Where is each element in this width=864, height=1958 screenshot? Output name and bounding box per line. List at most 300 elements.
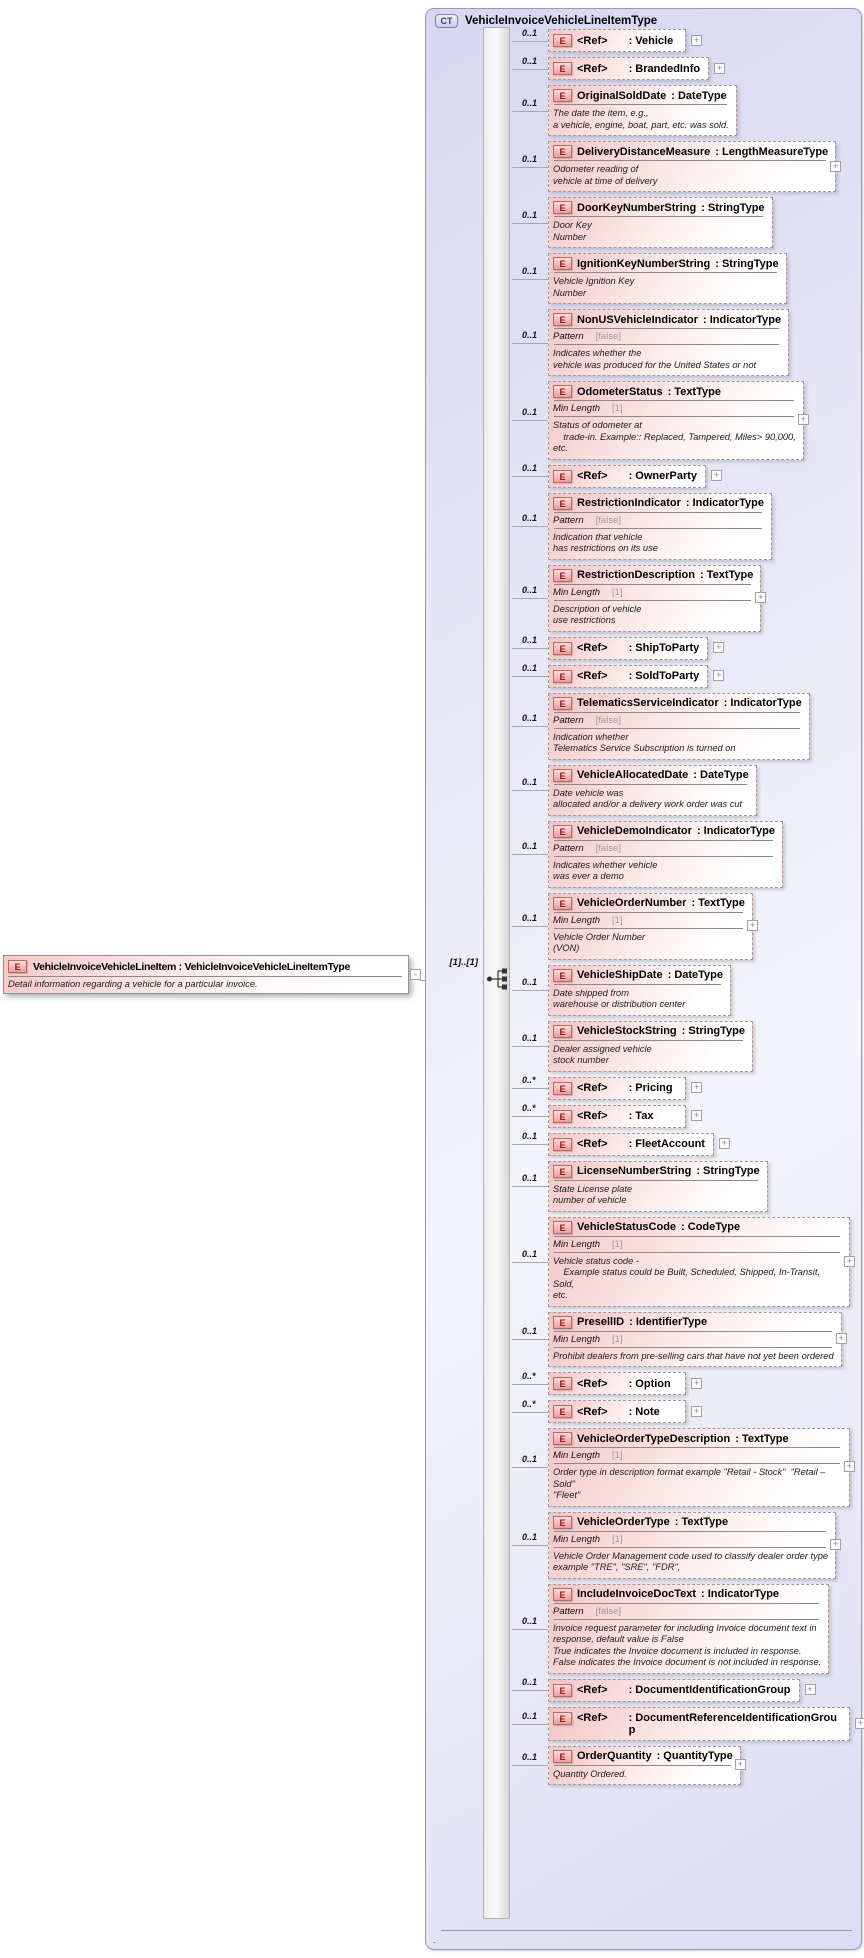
element-row: [512, 893, 753, 960]
element-header: [553, 1082, 677, 1095]
root-element-annotation: Detail information regarding a vehicle for a particular invoice.: [8, 979, 258, 989]
expand-button[interactable]: +: [691, 1406, 702, 1417]
element-header: [553, 1025, 745, 1038]
element-box[interactable]: [548, 493, 772, 560]
head-separator: [554, 912, 743, 913]
facet-value: [false]: [595, 514, 621, 526]
facet-label: Pattern: [553, 331, 584, 342]
head-separator: [554, 984, 721, 985]
cardinality-label: 0..1: [522, 663, 538, 673]
connector-line: [512, 167, 548, 168]
connector-line: [512, 420, 548, 421]
facet-value: [1]: [612, 1333, 623, 1345]
element-annotation: Indicates whether vehicle was ever a demo: [553, 859, 658, 881]
element-box[interactable]: [548, 1584, 829, 1674]
head-separator: [554, 1331, 832, 1332]
element-row: [512, 197, 773, 248]
element-box[interactable]: [548, 821, 783, 888]
element-type: : IndicatorType: [696, 825, 775, 837]
cardinality-label: 0..1: [522, 1677, 538, 1687]
facet-value: [1]: [612, 1450, 623, 1461]
element-badge: E: [553, 670, 572, 683]
element-type: : TextType: [691, 897, 745, 909]
element-box[interactable]: [548, 85, 737, 136]
element-name: <Ref>: [577, 1138, 608, 1150]
root-element-title: VehicleInvoiceVehicleLineItem : VehicleInvoiceVehicleLineItemType: [33, 960, 351, 973]
element-box[interactable]: [548, 141, 839, 192]
element-badge: E: [553, 385, 572, 398]
facet-row: [553, 1534, 828, 1545]
head-separator: [554, 712, 800, 713]
cardinality-label: 0..1: [522, 1033, 538, 1043]
facet-row: [553, 915, 745, 926]
facet-separator: [554, 1547, 826, 1548]
element-row: [512, 1021, 753, 1072]
element-type: : DateType: [667, 969, 724, 981]
element-row: [512, 1707, 864, 1741]
element-row: [512, 693, 810, 760]
element-name: <Ref>: [577, 1082, 608, 1094]
element-row: [512, 965, 731, 1016]
expand-button[interactable]: +: [713, 670, 724, 681]
element-row: [512, 253, 787, 304]
element-box[interactable]: [548, 381, 804, 460]
element-box[interactable]: [548, 1746, 741, 1786]
element-box[interactable]: [548, 765, 757, 816]
element-box[interactable]: [548, 1161, 768, 1212]
element-annotation: Vehicle Order Number (VON): [553, 931, 646, 953]
element-box[interactable]: [548, 965, 731, 1016]
element-type: : StringType: [681, 1025, 746, 1037]
element-row: [512, 1584, 829, 1674]
connector-line: [512, 111, 548, 112]
element-box[interactable]: [548, 1428, 853, 1507]
element-box[interactable]: [548, 309, 789, 376]
element-header: [553, 34, 677, 47]
complex-type-box[interactable]: [425, 8, 862, 1950]
root-element-box[interactable]: [3, 955, 417, 994]
element-type: : StringType: [696, 1165, 760, 1177]
cardinality-label: 0..1: [522, 841, 538, 851]
element-row: [512, 141, 839, 192]
facet-label: Min Length: [553, 1450, 601, 1461]
cardinality-label: 0..*: [522, 1103, 536, 1113]
cardinality-label: 0..*: [522, 1370, 536, 1381]
element-box[interactable]: [548, 665, 722, 688]
element-row: [512, 635, 722, 660]
head-separator: [554, 584, 751, 585]
element-name: LicenseNumberString: [577, 1165, 692, 1177]
element-badge: E: [553, 497, 572, 510]
expand-button[interactable]: +: [836, 1333, 847, 1344]
head-separator: [554, 328, 779, 329]
expand-button[interactable]: +: [805, 1684, 816, 1695]
facet-label: Min Length: [553, 914, 601, 926]
element-type: : Tax: [628, 1110, 654, 1122]
expand-button[interactable]: +: [735, 1759, 746, 1770]
element-box[interactable]: [548, 1512, 839, 1579]
element-badge: E: [553, 34, 572, 47]
element-name: VehicleStockString: [577, 1025, 677, 1037]
connector-line: [512, 1467, 548, 1468]
facet-separator: [554, 1252, 840, 1253]
head-separator: [554, 1447, 840, 1448]
element-badge: E: [553, 1405, 572, 1418]
element-row: [512, 1512, 839, 1579]
facet-label: Pattern: [553, 714, 584, 726]
element-box[interactable]: [548, 1707, 864, 1741]
expand-button[interactable]: +: [747, 920, 758, 931]
element-name: <Ref>: [577, 642, 608, 654]
cardinality-label: 0..1: [522, 1454, 538, 1465]
cardinality-label: 0..1: [522, 55, 538, 66]
element-header: [553, 769, 749, 782]
element-annotation: Vehicle Order Management code used to classify dealer order type example "TRE", "SRE", "FDR",: [553, 1550, 829, 1572]
element-box[interactable]: [548, 1105, 700, 1128]
element-box[interactable]: [548, 693, 810, 760]
element-annotation: State License plate number of vehicle: [553, 1183, 633, 1205]
facet-row: [553, 1239, 842, 1250]
expand-button[interactable]: +: [798, 414, 809, 425]
ct-badge: CT: [435, 14, 458, 28]
root-element-header: [8, 960, 402, 973]
element-badge: E: [553, 1165, 572, 1178]
element-badge: E: [553, 697, 572, 710]
cardinality-label: 0..1: [522, 329, 538, 340]
cardinality-label: 0..1: [522, 635, 538, 645]
element-header: [553, 1138, 705, 1151]
element-row: [512, 463, 720, 488]
element-box[interactable]: [548, 57, 723, 80]
cardinality-label: 0..1: [522, 153, 538, 164]
element-name: VehicleAllocatedDate: [577, 769, 689, 781]
element-name: IncludeInvoiceDocText: [577, 1588, 696, 1600]
facet-value: [1]: [612, 1533, 623, 1545]
element-name: VehicleStatusCode: [577, 1221, 677, 1233]
element-row: [512, 1677, 813, 1702]
connector-line: [512, 41, 548, 42]
element-header: [553, 825, 775, 838]
expand-button[interactable]: +: [691, 35, 702, 46]
facet-row: [553, 587, 753, 598]
facet-value: [false]: [595, 1605, 621, 1617]
element-name: OriginalSoldDate: [577, 89, 667, 102]
facet-row: [553, 1606, 821, 1617]
element-row: [512, 1312, 842, 1368]
element-row: [512, 565, 764, 632]
element-header: [553, 1221, 842, 1234]
cardinality-label: 0..1: [522, 977, 538, 987]
element-badge: E: [553, 825, 572, 838]
cardinality-label: 0..*: [522, 1398, 536, 1409]
expand-button[interactable]: +: [711, 470, 722, 481]
element-header: [553, 969, 723, 982]
element-name: <Ref>: [577, 34, 608, 47]
connector-line: [512, 1339, 548, 1340]
cardinality-label: 0..1: [522, 1532, 538, 1542]
element-row: [512, 1428, 853, 1507]
cardinality-label: 0..1: [522, 97, 538, 108]
element-header: [553, 497, 764, 510]
element-row: [512, 55, 723, 80]
cardinality-label: 0..1: [522, 1326, 538, 1337]
element-badge: E: [553, 257, 572, 270]
head-separator: [554, 840, 773, 841]
cardinality-label: 0..1: [522, 513, 538, 523]
cardinality-label: 0..1: [522, 1615, 538, 1626]
connector-line: [512, 1629, 548, 1630]
connector-line: [512, 223, 548, 224]
cardinality-label: 0..1: [522, 1752, 538, 1763]
connector-line: [512, 790, 548, 791]
expand-button[interactable]: +: [844, 1461, 855, 1472]
element-badge: E: [553, 313, 572, 326]
element-name: <Ref>: [577, 62, 608, 75]
element-type: : Vehicle: [628, 34, 674, 47]
element-type: : OwnerParty: [628, 470, 698, 482]
element-badge: E: [553, 969, 572, 982]
element-annotation: Indication whether Telematics Service Subscription is turned on: [553, 731, 736, 753]
head-separator: [554, 160, 826, 161]
element-badge: E: [553, 1516, 572, 1529]
facet-row: [553, 1450, 842, 1461]
element-box[interactable]: [548, 29, 700, 52]
connector-line: [512, 726, 548, 727]
element-type: : Option: [628, 1377, 671, 1390]
facet-label: Min Length: [553, 403, 601, 414]
facet-label: Min Length: [553, 586, 601, 598]
element-type: : TextType: [735, 1432, 789, 1445]
element-type: : Note: [628, 1405, 660, 1418]
facet-separator: [554, 344, 779, 345]
head-separator: [554, 1603, 819, 1604]
element-badge: E: [553, 470, 572, 483]
connector-line: [512, 1765, 548, 1766]
element-type: : TextType: [674, 1516, 729, 1528]
facet-separator: [554, 1463, 840, 1464]
element-box[interactable]: [548, 1021, 753, 1072]
element-annotation: The date the item, e.g., a vehicle, engine, boat, part, etc. was sold.: [553, 108, 729, 130]
element-annotation: Vehicle status code - Example status could be Built, Scheduled, Shipped, In-Transit, Sold, etc.: [553, 1255, 823, 1300]
element-type: : StringType: [715, 257, 779, 270]
element-type: : IndicatorType: [723, 697, 802, 709]
expand-button[interactable]: +: [855, 1718, 864, 1729]
facet-row: [553, 515, 764, 526]
element-name: VehicleShipDate: [577, 969, 663, 981]
element-badge: E: [553, 897, 572, 910]
expand-button[interactable]: +: [830, 1539, 841, 1550]
element-badge: E: [553, 89, 572, 102]
facet-value: [1]: [612, 586, 623, 598]
element-box[interactable]: [548, 1400, 700, 1423]
element-header: [553, 569, 753, 582]
head-separator: [554, 1180, 758, 1181]
element-box[interactable]: [548, 1312, 842, 1368]
connector-line: [512, 1186, 548, 1187]
element-badge: E: [553, 569, 572, 582]
element-annotation: Door Key Number: [553, 220, 592, 242]
facet-label: Pattern: [553, 514, 584, 526]
facet-value: [1]: [612, 1238, 623, 1250]
element-box[interactable]: [548, 253, 787, 304]
cardinality-label: 0..1: [522, 713, 538, 723]
element-name: <Ref>: [577, 1684, 608, 1696]
element-box[interactable]: [548, 1133, 728, 1156]
element-type: : StringType: [701, 201, 765, 214]
element-header: [553, 1684, 791, 1697]
connector-line: [512, 343, 548, 344]
element-name: <Ref>: [577, 1377, 608, 1390]
cardinality-label: 0..1: [522, 463, 538, 473]
element-row: [512, 765, 757, 816]
element-type: : FleetAccount: [628, 1138, 705, 1150]
connector-line: [512, 1088, 548, 1089]
connector-line: [512, 1384, 548, 1385]
element-type: : DocumentIdentificationGroup: [628, 1684, 791, 1696]
expand-button[interactable]: +: [713, 642, 724, 653]
element-badge: E: [553, 1138, 572, 1151]
element-badge: E: [553, 1588, 572, 1601]
element-type: : IndicatorType: [701, 1588, 780, 1600]
element-row: [512, 821, 783, 888]
expand-button[interactable]: +: [691, 1378, 702, 1389]
element-annotation: Odometer reading of vehicle at time of delivery: [553, 164, 658, 186]
element-header: [553, 201, 765, 214]
expand-button[interactable]: +: [691, 1110, 702, 1121]
connector-line: [512, 1144, 548, 1145]
element-row: [512, 1370, 700, 1395]
element-row: [512, 1075, 700, 1100]
facet-row: [553, 403, 796, 414]
element-type: : TextType: [667, 385, 721, 398]
element-box[interactable]: [548, 1217, 853, 1307]
element-badge: E: [553, 62, 572, 75]
element-row: [512, 1398, 700, 1423]
element-header: [553, 89, 729, 102]
element-header: [553, 1516, 828, 1529]
element-box[interactable]: [548, 1372, 700, 1395]
connector-line: [512, 676, 548, 677]
element-type: : BrandedInfo: [628, 62, 701, 75]
element-badge: E: [553, 145, 572, 158]
element-header: [553, 642, 699, 655]
element-annotation: Prohibit dealers from pre-selling cars that have not yet been ordered: [553, 1350, 834, 1361]
sequence-cardinality: [1]..[1]: [449, 957, 478, 968]
element-box[interactable]: [548, 893, 753, 960]
cardinality-label: 0..1: [522, 777, 538, 787]
connector-line: [512, 1412, 548, 1413]
element-name: <Ref>: [577, 1711, 608, 1724]
element-type: : Pricing: [628, 1082, 673, 1094]
element-box[interactable]: [548, 465, 720, 488]
connector-line: [512, 1724, 548, 1725]
head-separator: [554, 784, 747, 785]
element-type: : TextType: [699, 569, 754, 581]
facet-value: [false]: [595, 331, 621, 342]
facet-separator: [554, 416, 794, 417]
element-header: [553, 385, 796, 398]
head-separator: [554, 512, 762, 513]
element-header: [553, 1432, 842, 1445]
element-name: DoorKeyNumberString: [577, 201, 697, 214]
facet-value: [1]: [612, 403, 623, 414]
element-badge: E: [553, 1221, 572, 1234]
expand-button[interactable]: +: [755, 592, 766, 603]
element-box[interactable]: [548, 197, 773, 248]
element-annotation: Indicates whether the vehicle was produced for the United States or not: [553, 348, 757, 370]
element-row: [512, 1131, 728, 1156]
element-name: VehicleDemoIndicator: [577, 825, 692, 837]
connector-line: [512, 990, 548, 991]
element-box[interactable]: [548, 1077, 700, 1100]
element-badge: E: [553, 201, 572, 214]
element-type: : IndicatorType: [703, 313, 782, 326]
element-annotation: Description of vehicle use restrictions: [553, 603, 642, 625]
connector-line: [512, 526, 548, 527]
element-name: <Ref>: [577, 470, 608, 482]
connector-line: [512, 1545, 548, 1546]
element-name: OrderQuantity: [577, 1750, 652, 1762]
facet-row: [553, 715, 802, 726]
element-annotation: Status of odometer at trade-in. Example:: Replaced, Tampered, Miles> 90,000, etc.: [553, 420, 796, 453]
connector-line: [512, 69, 548, 70]
element-header: [553, 1405, 677, 1418]
element-type: : DateType: [671, 89, 727, 102]
element-header: [553, 1712, 841, 1736]
cardinality-label: 0..1: [522, 407, 538, 418]
cardinality-label: 0..1: [522, 27, 538, 38]
element-header: [553, 897, 745, 910]
element-row: [512, 1103, 700, 1128]
facet-separator: [554, 528, 762, 529]
expand-button[interactable]: +: [830, 161, 841, 172]
facet-separator: [554, 856, 773, 857]
element-header: [553, 1165, 760, 1178]
collapse-button[interactable]: -: [410, 969, 421, 980]
element-name: VehicleOrderType: [577, 1516, 670, 1528]
expand-button[interactable]: +: [844, 1256, 855, 1267]
element-type: : DateType: [693, 769, 749, 781]
connector-line: [512, 926, 548, 927]
facet-row: [553, 331, 781, 342]
element-badge: E: [553, 1750, 572, 1763]
element-badge: E: [553, 1684, 572, 1697]
head-separator: [554, 1040, 743, 1041]
cardinality-label: 0..1: [522, 585, 538, 595]
element-type: : IdentifierType: [629, 1316, 708, 1328]
head-separator: [554, 104, 727, 105]
head-separator: [554, 1531, 826, 1532]
element-box[interactable]: [548, 1679, 813, 1702]
expand-button[interactable]: +: [714, 63, 725, 74]
connector-line: [512, 279, 548, 280]
element-box[interactable]: [548, 565, 764, 632]
element-badge: E: [8, 960, 27, 973]
element-header: [553, 1750, 733, 1763]
element-header: [553, 1377, 677, 1390]
head-separator: [554, 400, 794, 401]
expand-button[interactable]: +: [691, 1082, 702, 1093]
expand-button[interactable]: +: [719, 1138, 730, 1149]
complex-type-title: VehicleInvoiceVehicleLineItemType: [465, 15, 658, 27]
element-box[interactable]: [548, 637, 722, 660]
cardinality-label: 0..1: [522, 1131, 538, 1141]
element-name: OdometerStatus: [577, 385, 663, 398]
head-separator: [554, 1236, 840, 1237]
cardinality-label: 0..1: [522, 1710, 538, 1721]
connector-line: [512, 1046, 548, 1047]
element-header: [553, 670, 699, 683]
